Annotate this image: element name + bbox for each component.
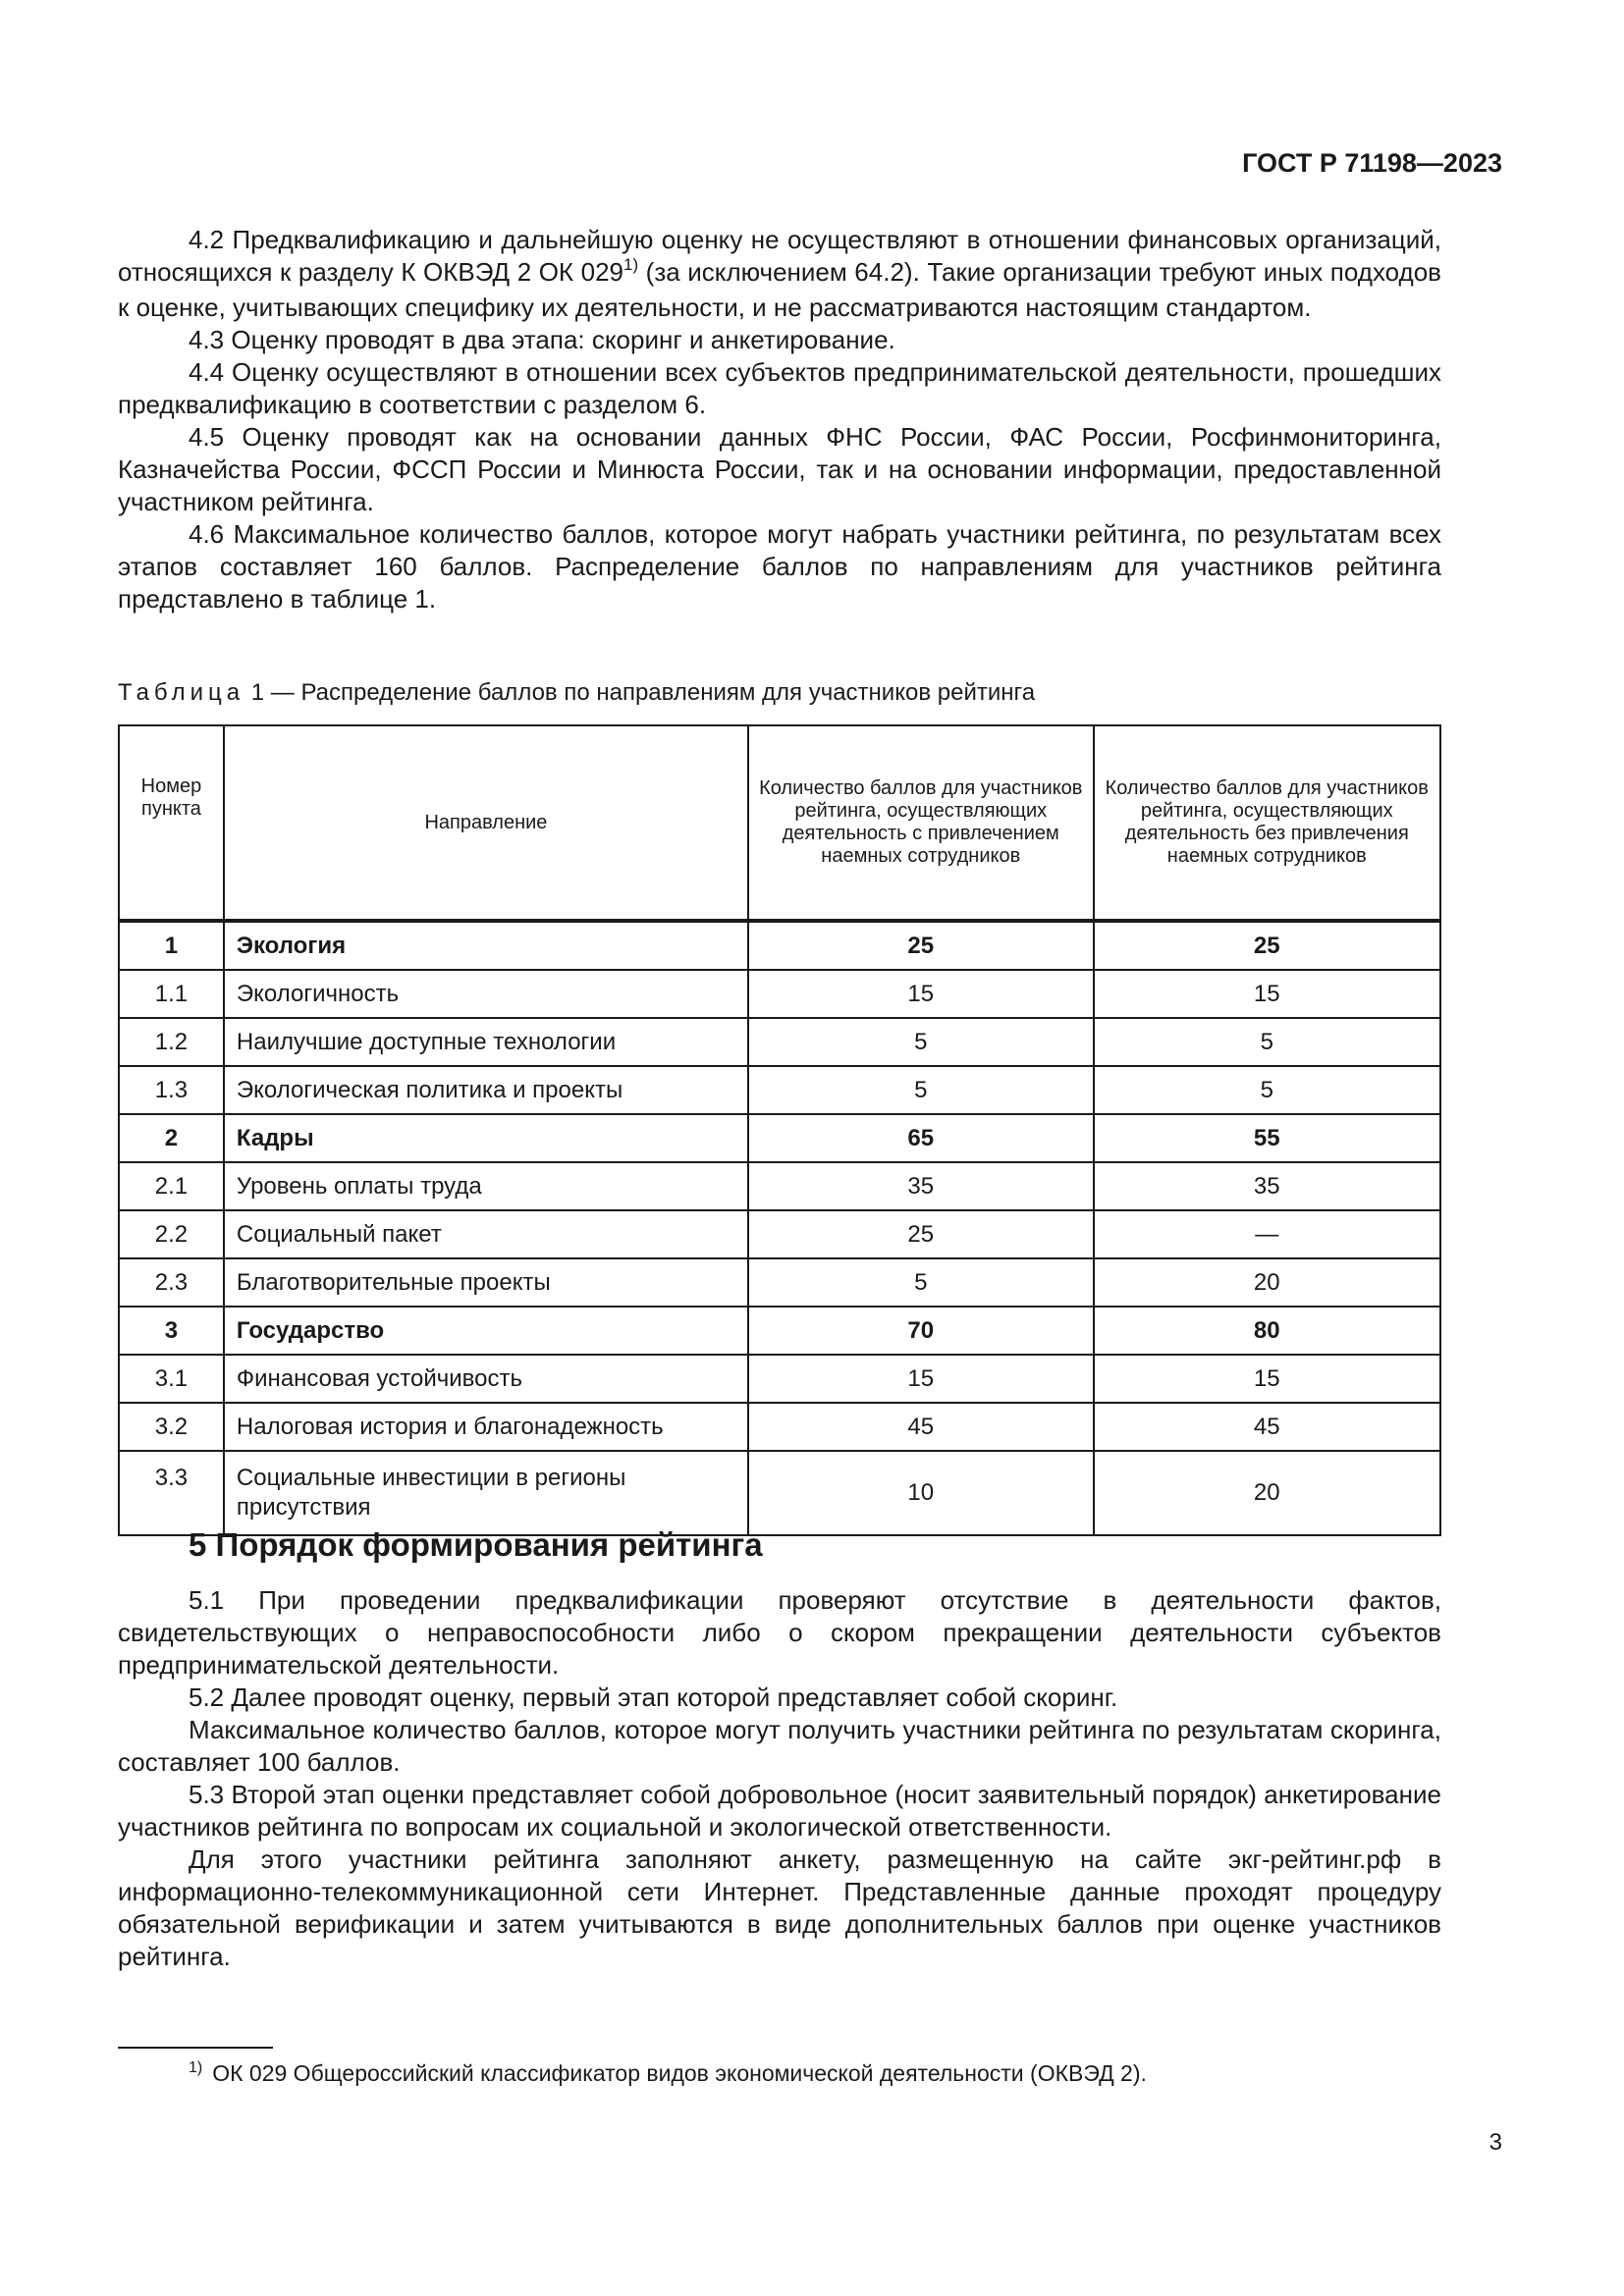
cell-without-employees: 20 (1094, 1258, 1441, 1307)
paragraph-5-3: 5.3 Второй этап оценки представляет собой добровольное (носит заявительный порядок) анкетирование участников рейтинга по вопросам их социальной и экологической ответственности. (118, 1780, 1441, 1842)
cell-without-employees: 20 (1094, 1451, 1441, 1535)
cell-direction: Экология (224, 921, 748, 970)
cell-direction: Социальные инвестиции в регионы присутствия (224, 1451, 748, 1535)
cell-direction: Государство (224, 1307, 748, 1355)
cell-direction: Экологическая политика и проекты (224, 1066, 748, 1114)
header-num: Номер пункта (119, 725, 224, 921)
cell-without-employees: 35 (1094, 1162, 1441, 1210)
cell-with-employees: 65 (748, 1114, 1093, 1162)
cell-with-employees: 25 (748, 1210, 1093, 1258)
paragraph-4-2: 4.2 Предквалификацию и дальнейшую оценку не осуществляют в отношении финансовых организаций, относящихся к разделу К ОКВЭД 2 ОК 029$^{1)}$ (за исключением 64.2). Такие организации требуют иных подходов к оценке, учитывающих специфику их деятельности, и не рассматриваются настоящим стандартом. (118, 225, 1441, 322)
cell-with-employees: 25 (748, 921, 1093, 970)
table-row (119, 1355, 1440, 1403)
cell-num: 1.1 (119, 970, 224, 1018)
footnote-divider (118, 2047, 273, 2049)
cell-without-employees: 15 (1094, 970, 1441, 1018)
cell-direction: Социальный пакет (224, 1210, 748, 1258)
cell-with-employees: 70 (748, 1307, 1093, 1355)
cell-with-employees: 35 (748, 1162, 1093, 1210)
header-direction: Направление (224, 725, 748, 921)
footnote-mark: 1) (189, 2059, 203, 2076)
table-caption (118, 676, 1035, 709)
cell-direction: Уровень оплаты труда (224, 1162, 748, 1210)
cell-without-employees: 80 (1094, 1307, 1441, 1355)
cell-direction: Экологичность (224, 970, 748, 1018)
table-caption-label: Таблица (118, 679, 245, 706)
footnote (189, 2057, 1147, 2093)
footnote-text: ОК 029 Общероссийский классификатор видов экономической деятельности (ОКВЭД 2). (212, 2060, 1147, 2086)
paragraph-5-2: 5.2 Далее проводят оценку, первый этап которой представляет собой скоринг. (189, 1682, 1118, 1712)
cell-num: 2 (119, 1114, 224, 1162)
paragraph-4-3: 4.3 Оценку проводят в два этапа: скоринг и анкетирование. (189, 325, 895, 354)
table-row (119, 1066, 1440, 1114)
cell-direction: Кадры (224, 1114, 748, 1162)
table-row (119, 1162, 1440, 1210)
points-distribution-table (118, 724, 1441, 1536)
cell-with-employees: 45 (748, 1403, 1093, 1451)
cell-num: 2.2 (119, 1210, 224, 1258)
cell-direction: Финансовая устойчивость (224, 1355, 748, 1403)
cell-without-employees: — (1094, 1210, 1441, 1258)
cell-with-employees: 5 (748, 1066, 1093, 1114)
header-with-employees: Количество баллов для участников рейтинга, осуществляющих деятельность с привлечением наемных сотрудников (748, 725, 1093, 921)
standard-header: ГОСТ Р 71198—2023 (1242, 148, 1502, 178)
paragraph-5-1: 5.1 При проведении предквалификации проверяют отсутствие в деятельности фактов, свидетельствующих о неправоспособности либо о скором прекращении деятельности субъектов предпринимательской деятельности. (118, 1585, 1441, 1680)
cell-without-employees: 45 (1094, 1403, 1441, 1451)
cell-with-employees: 15 (748, 970, 1093, 1018)
section-5-title: 5 Порядок формирования рейтинга (189, 1526, 763, 1563)
header-without-employees: Количество баллов для участников рейтинга, осуществляющих деятельность без привлечения наемных сотрудников (1094, 725, 1441, 921)
table-row (119, 1114, 1440, 1162)
table-row (119, 1307, 1440, 1355)
paragraph-5-3-cont: Для этого участники рейтинга заполняют анкету, размещенную на сайте экг-рейтинг.рф в информационно-телекоммуникационной сети Интернет. Представленные данные проходят процедуру обязательной верификации и затем учитываются в виде дополнительных баллов при оценке участников рейтинга. (118, 1844, 1441, 1971)
cell-direction: Благотворительные проекты (224, 1258, 748, 1307)
section4-body (118, 224, 1441, 615)
cell-without-employees: 55 (1094, 1114, 1441, 1162)
cell-with-employees: 5 (748, 1018, 1093, 1066)
table-row (119, 1018, 1440, 1066)
section5-body (118, 1584, 1441, 1973)
cell-direction: Наилучшие доступные технологии (224, 1018, 748, 1066)
cell-num: 3 (119, 1307, 224, 1355)
paragraph-4-4: 4.4 Оценку осуществляют в отношении всех субъектов предпринимательской деятельности, прошедших предквалификацию в соответствии с разделом 6. (118, 357, 1441, 419)
cell-num: 2.3 (119, 1258, 224, 1307)
table-header-row (119, 725, 1440, 921)
cell-with-employees: 10 (748, 1451, 1093, 1535)
cell-num: 3.3 (119, 1451, 224, 1535)
cell-num: 1.2 (119, 1018, 224, 1066)
paragraph-5-2-cont: Максимальное количество баллов, которое могут получить участники рейтинга по результатам скоринга, составляет 100 баллов. (118, 1715, 1441, 1777)
cell-without-employees: 15 (1094, 1355, 1441, 1403)
cell-num: 3.2 (119, 1403, 224, 1451)
cell-num: 1.3 (119, 1066, 224, 1114)
cell-num: 3.1 (119, 1355, 224, 1403)
cell-with-employees: 15 (748, 1355, 1093, 1403)
page-number: 3 (1489, 2129, 1502, 2156)
paragraph-4-6: 4.6 Максимальное количество баллов, которое могут набрать участники рейтинга, по результатам всех этапов составляет 160 баллов. Распределение баллов по направлениям для участников рейтинга представлено в таблице 1. (118, 519, 1441, 614)
cell-direction: Налоговая история и благонадежность (224, 1403, 748, 1451)
cell-with-employees: 5 (748, 1258, 1093, 1307)
table-row (119, 1451, 1440, 1535)
table-row (119, 970, 1440, 1018)
table-row (119, 1258, 1440, 1307)
table-row (119, 1403, 1440, 1451)
table-row (119, 921, 1440, 970)
footnote-reference: 1) (623, 255, 639, 274)
cell-without-employees: 5 (1094, 1018, 1441, 1066)
cell-num: 2.1 (119, 1162, 224, 1210)
table-caption-text: 1 — Распределение баллов по направлениям для участников рейтинга (244, 679, 1036, 706)
paragraph-4-5: 4.5 Оценку проводят как на основании данных ФНС России, ФАС России, Росфинмониторинга, Казначейства России, ФССП России и Минюста России, так и на основании информации, предоставленной участником рейтинга. (118, 422, 1441, 516)
cell-without-employees: 5 (1094, 1066, 1441, 1114)
cell-without-employees: 25 (1094, 921, 1441, 970)
table-row (119, 1210, 1440, 1258)
cell-num: 1 (119, 921, 224, 970)
